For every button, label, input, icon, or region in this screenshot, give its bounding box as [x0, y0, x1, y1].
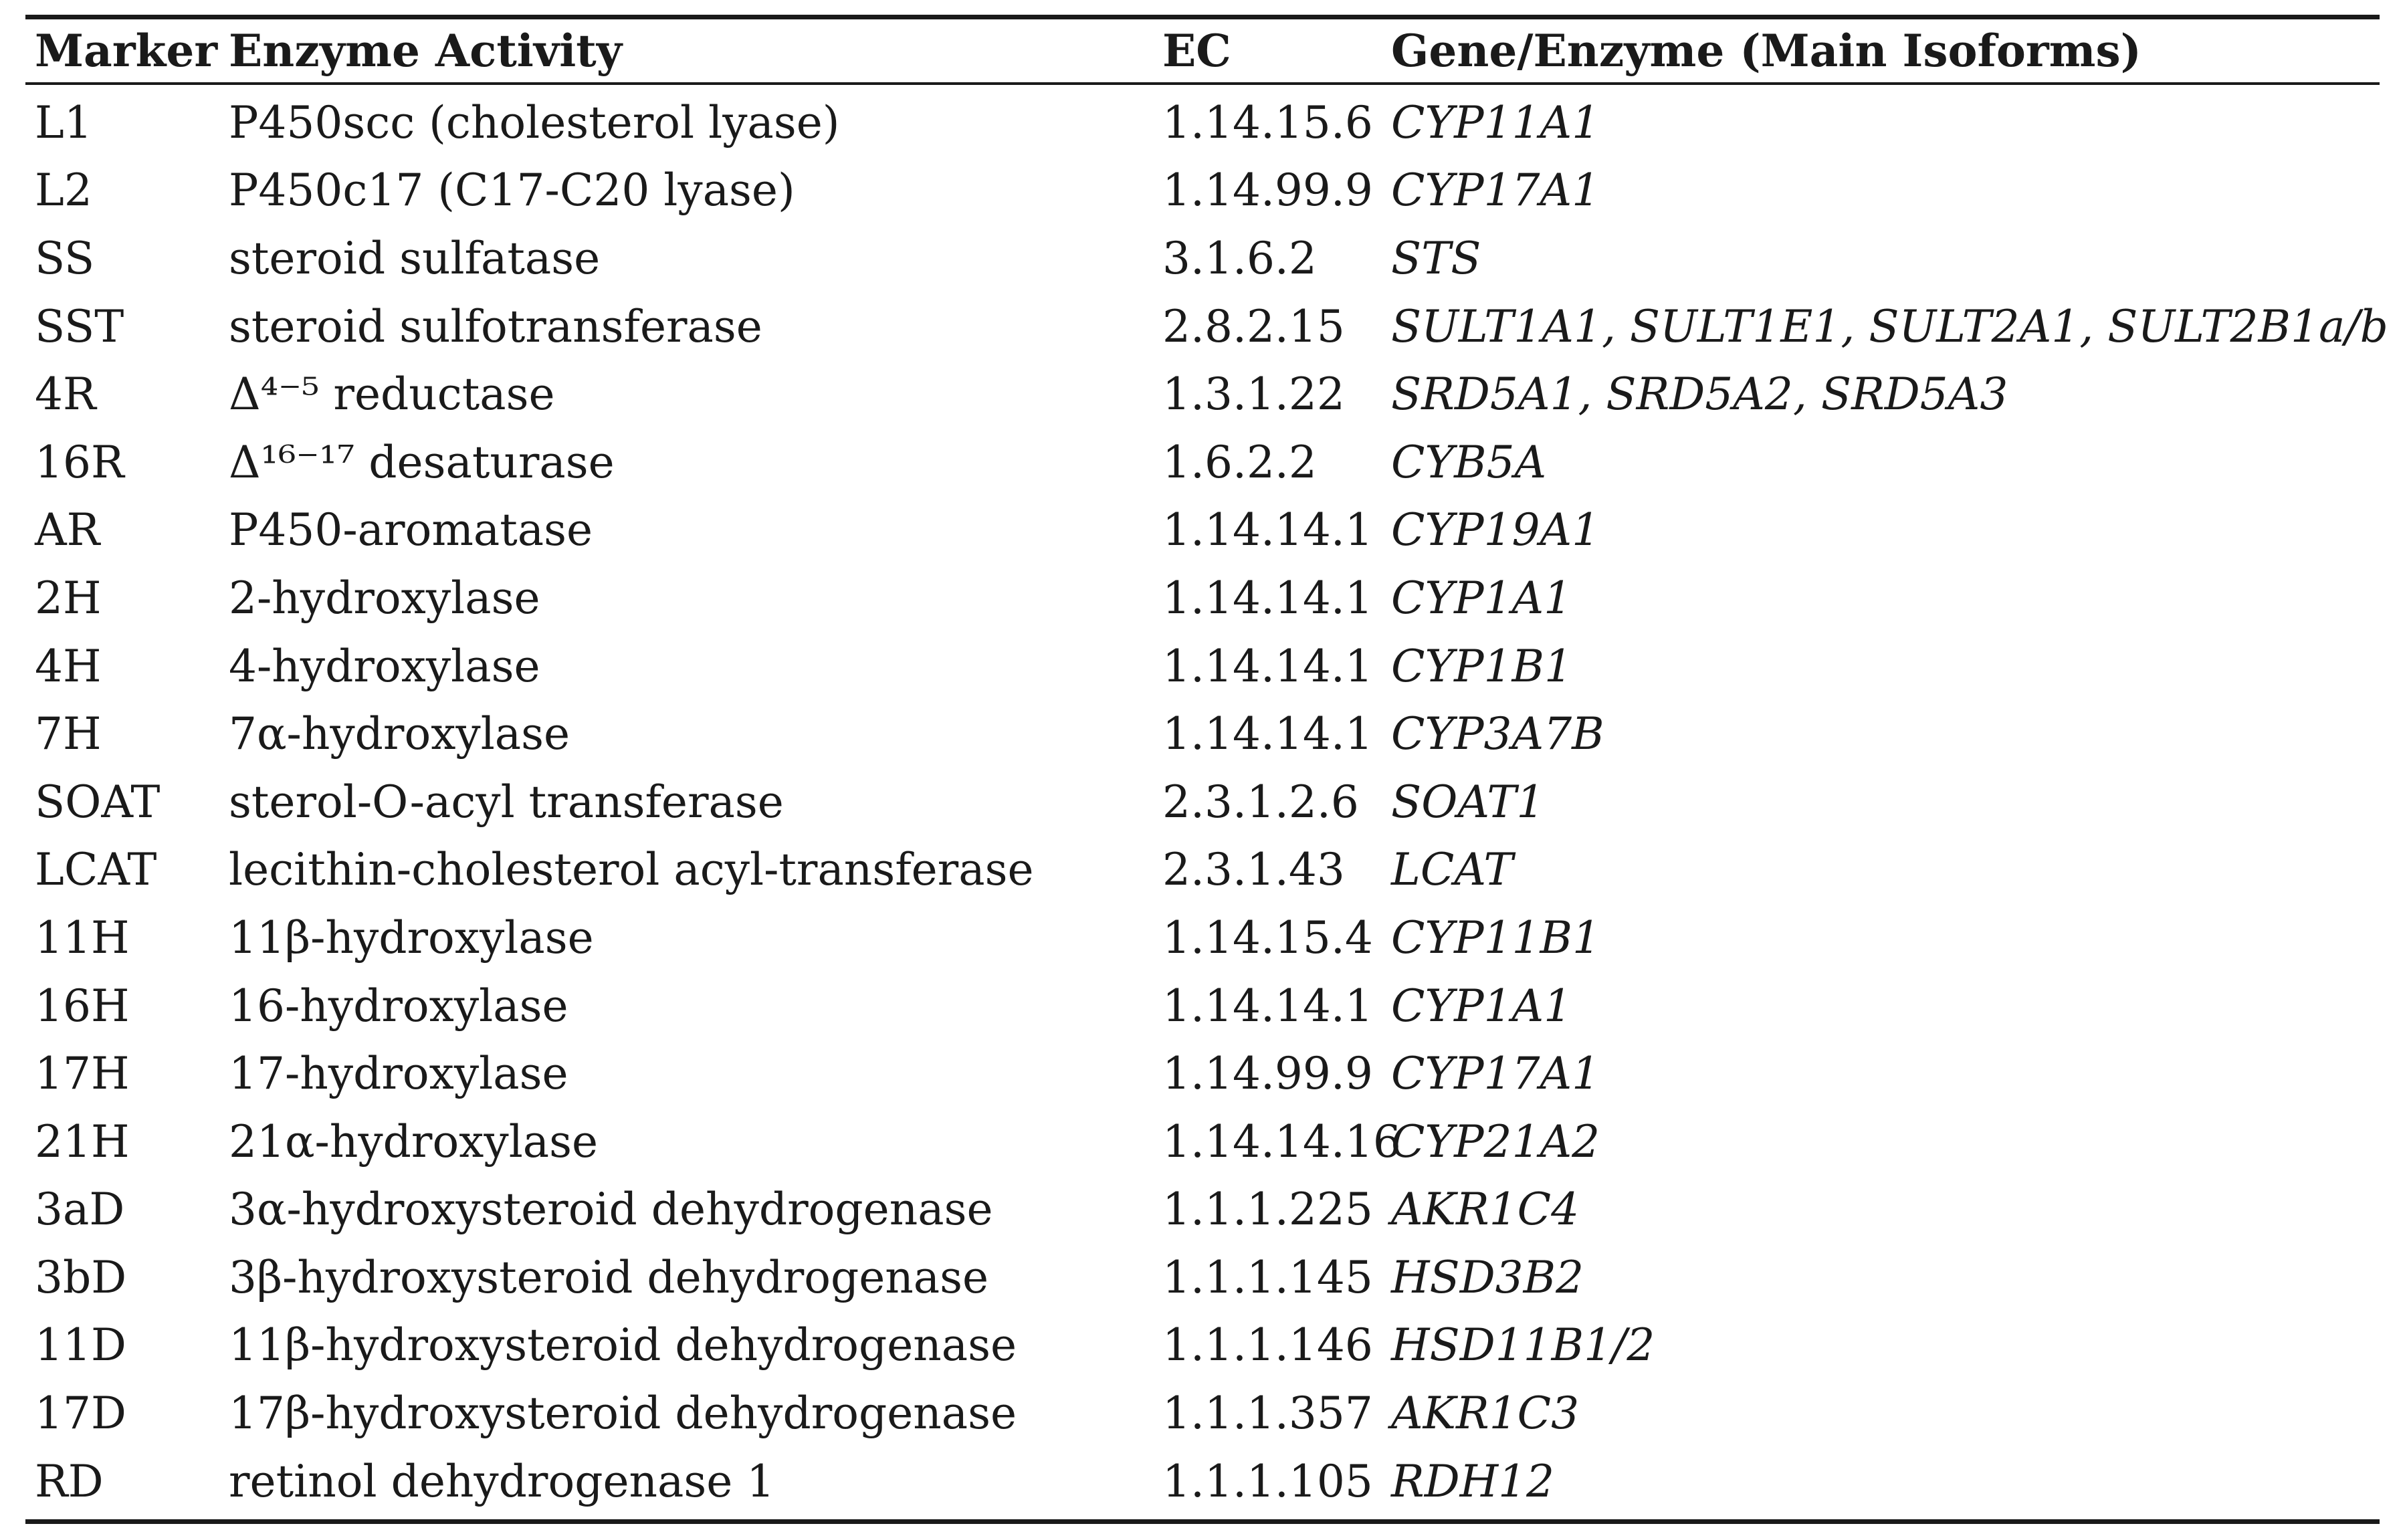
cell-ec: 1.14.14.1 [1162, 572, 1373, 624]
cell-ec: 1.14.14.1 [1162, 504, 1373, 556]
cell-gene: CYP11B1 [1391, 911, 1600, 964]
table-bottom-rule [25, 1519, 2380, 1524]
cell-activity: sterol-O-acyl transferase [229, 776, 784, 828]
cell-gene: STS [1391, 232, 1481, 284]
header-gene: Gene/Enzyme (Main Isoforms) [1391, 25, 2141, 77]
cell-ec: 1.1.1.105 [1162, 1455, 1373, 1507]
table-row [25, 564, 2380, 633]
table-row [25, 1448, 2380, 1516]
table-row [25, 89, 2380, 157]
cell-ec: 1.1.1.146 [1162, 1319, 1373, 1371]
cell-marker: RD [35, 1455, 104, 1507]
cell-activity: 3α-hydroxysteroid dehydrogenase [229, 1184, 993, 1236]
header-marker: Marker [35, 25, 218, 77]
table-header-row [25, 19, 2380, 82]
cell-ec: 1.14.15.6 [1162, 96, 1373, 148]
cell-activity: 2-hydroxylase [229, 572, 540, 624]
table-row [25, 1312, 2380, 1380]
cell-activity: 11β-hydroxylase [229, 911, 594, 964]
table-row [25, 1040, 2380, 1108]
cell-ec: 1.14.99.9 [1162, 164, 1373, 217]
cell-ec: 2.8.2.15 [1162, 300, 1345, 352]
cell-ec: 1.14.14.1 [1162, 640, 1373, 692]
cell-gene: CYP3A7B [1391, 708, 1604, 760]
enzyme-table [25, 15, 2388, 1524]
cell-marker: 2H [35, 572, 102, 624]
table-row [25, 225, 2380, 293]
cell-ec: 1.14.15.4 [1162, 911, 1373, 964]
cell-marker: 17D [35, 1388, 126, 1440]
cell-marker: L1 [35, 96, 92, 148]
cell-ec: 1.3.1.22 [1162, 368, 1345, 421]
table-row [25, 157, 2380, 225]
cell-activity: retinol dehydrogenase 1 [229, 1455, 775, 1507]
cell-activity: P450scc (cholesterol lyase) [229, 96, 840, 148]
table-row [25, 1380, 2380, 1448]
cell-marker: 3bD [35, 1251, 127, 1303]
cell-activity: 11β-hydroxysteroid dehydrogenase [229, 1319, 1017, 1371]
cell-ec: 3.1.6.2 [1162, 232, 1317, 284]
table-row [25, 904, 2380, 972]
cell-ec: 1.6.2.2 [1162, 436, 1317, 488]
cell-marker: SS [35, 232, 95, 284]
cell-gene: LCAT [1391, 844, 1513, 896]
cell-marker: AR [35, 504, 100, 556]
cell-activity: P450-aromatase [229, 504, 593, 556]
cell-gene: CYP1B1 [1391, 640, 1572, 692]
cell-marker: L2 [35, 164, 92, 217]
cell-activity: 17β-hydroxysteroid dehydrogenase [229, 1388, 1017, 1440]
header-activity: Enzyme Activity [229, 25, 623, 77]
table-body [25, 85, 2388, 1519]
cell-marker: 17H [35, 1048, 130, 1100]
cell-activity: lecithin-cholesterol acyl-transferase [229, 844, 1034, 896]
cell-marker: 4H [35, 640, 102, 692]
table-row [25, 768, 2380, 837]
cell-gene: CYP1A1 [1391, 572, 1572, 624]
cell-gene: AKR1C4 [1391, 1184, 1580, 1236]
table-row [25, 837, 2380, 905]
table-row [25, 700, 2380, 768]
cell-activity: steroid sulfatase [229, 232, 601, 284]
cell-marker: SST [35, 300, 124, 352]
cell-gene: SULT1A1, SULT1E1, SULT2A1, SULT2B1a/b [1391, 300, 2388, 352]
header-ec: EC [1162, 25, 1231, 77]
table-row [25, 972, 2380, 1040]
table-row [25, 1176, 2380, 1244]
cell-ec: 1.14.99.9 [1162, 1048, 1373, 1100]
cell-gene: HSD3B2 [1391, 1251, 1584, 1303]
cell-marker: 21H [35, 1115, 130, 1168]
cell-gene: SOAT1 [1391, 776, 1545, 828]
table-row [25, 497, 2380, 565]
cell-gene: AKR1C3 [1391, 1388, 1580, 1440]
cell-marker: 16R [35, 436, 124, 488]
cell-activity: Δ⁴⁻⁵ reductase [229, 368, 555, 421]
cell-ec: 1.14.14.16 [1162, 1115, 1401, 1168]
table-row [25, 633, 2380, 701]
cell-activity: Δ¹⁶⁻¹⁷ desaturase [229, 436, 615, 488]
cell-activity: P450c17 (C17-C20 lyase) [229, 164, 795, 217]
cell-activity: 16-hydroxylase [229, 980, 568, 1032]
cell-gene: CYP11A1 [1391, 96, 1600, 148]
cell-gene: CYP17A1 [1391, 1048, 1600, 1100]
cell-marker: 3aD [35, 1184, 125, 1236]
cell-activity: 21α-hydroxylase [229, 1115, 599, 1168]
table-row [25, 293, 2388, 361]
cell-ec: 1.1.1.145 [1162, 1251, 1373, 1303]
cell-marker: 11D [35, 1319, 126, 1371]
cell-gene: CYB5A [1391, 436, 1547, 488]
table-top-rule [25, 15, 2380, 19]
cell-ec: 2.3.1.43 [1162, 844, 1345, 896]
cell-ec: 1.14.14.1 [1162, 980, 1373, 1032]
cell-marker: 7H [35, 708, 102, 760]
cell-marker: SOAT [35, 776, 161, 828]
cell-activity: steroid sulfotransferase [229, 300, 762, 352]
table-row [25, 1244, 2380, 1312]
table-row [25, 429, 2380, 497]
cell-ec: 1.1.1.357 [1162, 1388, 1373, 1440]
cell-marker: 16H [35, 980, 130, 1032]
cell-marker: 11H [35, 911, 130, 964]
cell-gene: RDH12 [1391, 1455, 1555, 1507]
cell-activity: 3β-hydroxysteroid dehydrogenase [229, 1251, 989, 1303]
cell-activity: 17-hydroxylase [229, 1048, 568, 1100]
cell-activity: 7α-hydroxylase [229, 708, 570, 760]
cell-activity: 4-hydroxylase [229, 640, 540, 692]
cell-gene: CYP21A2 [1391, 1115, 1600, 1168]
cell-ec: 1.14.14.1 [1162, 708, 1373, 760]
cell-ec: 1.1.1.225 [1162, 1184, 1373, 1236]
cell-gene: SRD5A1, SRD5A2, SRD5A3 [1391, 368, 2008, 421]
cell-gene: CYP1A1 [1391, 980, 1572, 1032]
cell-marker: LCAT [35, 844, 157, 896]
cell-ec: 2.3.1.2.6 [1162, 776, 1359, 828]
cell-gene: CYP17A1 [1391, 164, 1600, 217]
table-row [25, 1108, 2380, 1176]
cell-gene: CYP19A1 [1391, 504, 1600, 556]
table-row [25, 360, 2380, 429]
cell-gene: HSD11B1/2 [1391, 1319, 1655, 1371]
cell-marker: 4R [35, 368, 96, 421]
